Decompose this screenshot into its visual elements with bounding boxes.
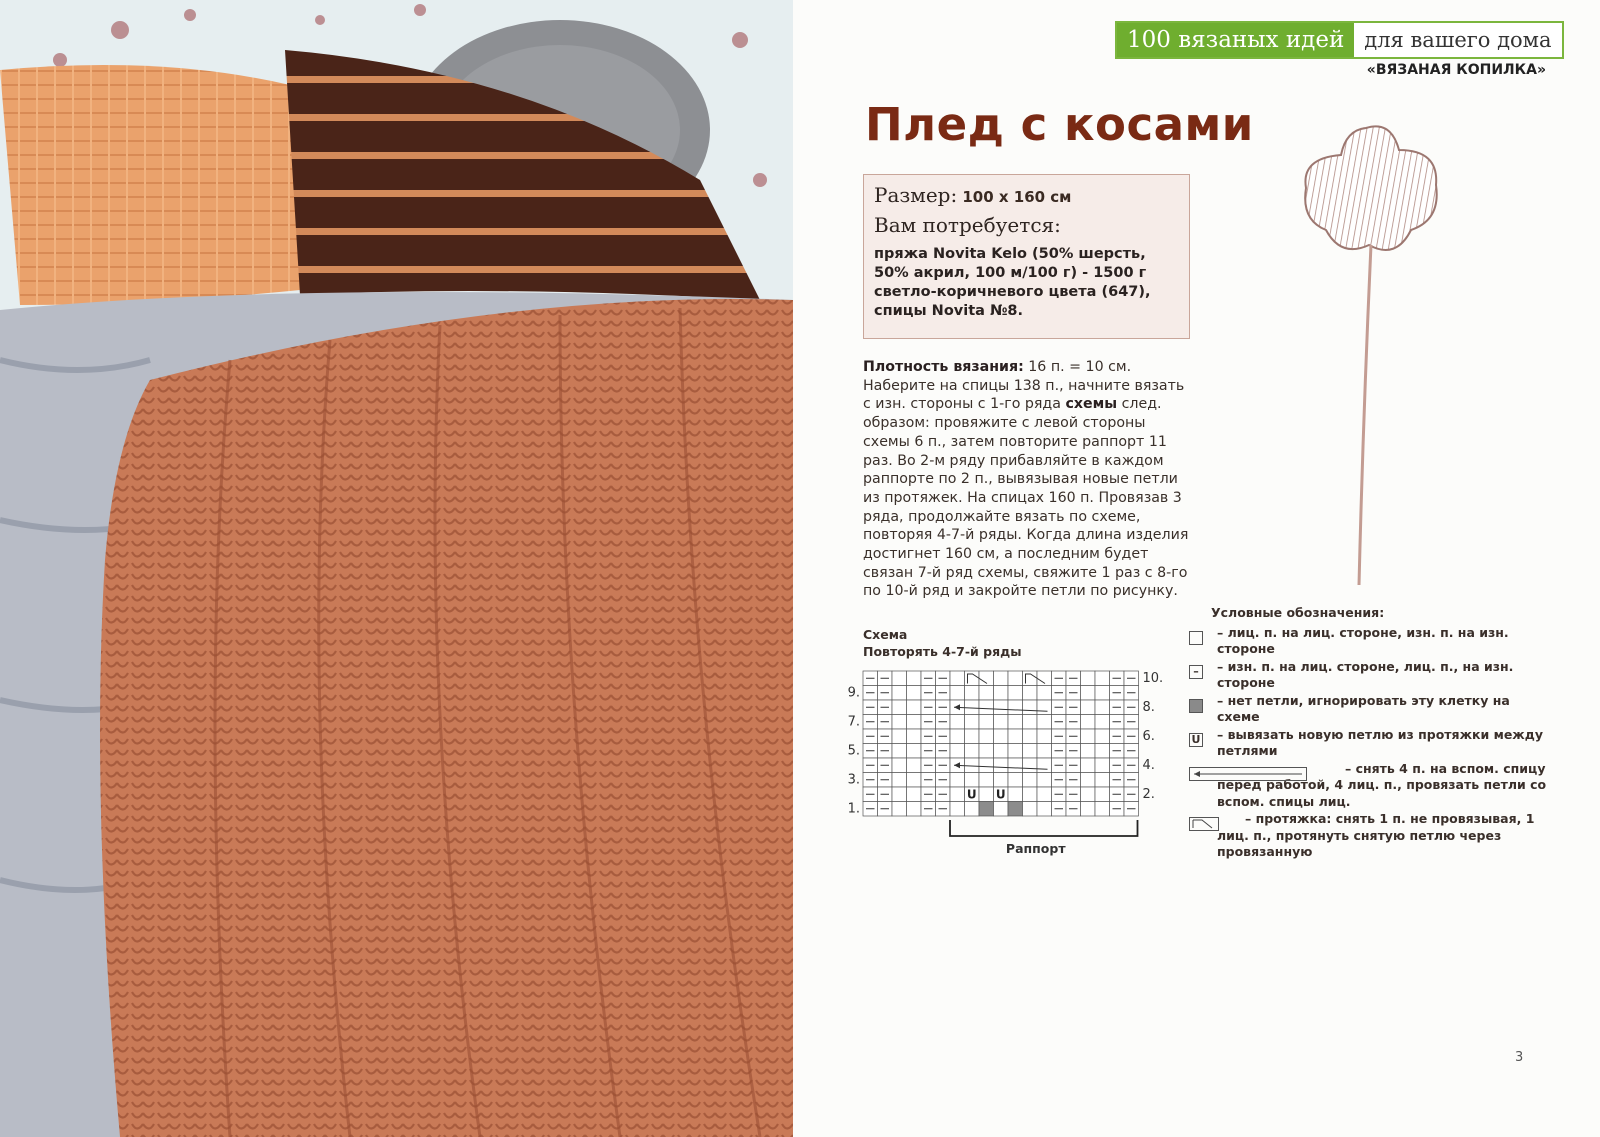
chart-cell <box>1037 700 1052 715</box>
chart-cell <box>1095 802 1110 817</box>
series-title-left: 100 вязаных идей <box>1117 23 1354 57</box>
series-title-right: для вашего дома <box>1354 23 1561 57</box>
chart-cell <box>892 729 907 744</box>
chart-u-mark: U <box>966 787 977 802</box>
legend-item <box>1211 625 1551 658</box>
chart-u-mark: U <box>995 787 1006 802</box>
chart-cell <box>1037 758 1052 773</box>
size-label: Размер: <box>874 183 958 207</box>
legend-title: Условные обозначения: <box>1211 605 1385 620</box>
chart-cell <box>892 686 907 701</box>
chart-cell <box>1081 671 1096 686</box>
density-label: Плотность вязания: <box>863 359 1024 375</box>
chart-cell <box>1081 700 1096 715</box>
chart-cell <box>907 715 922 730</box>
chart-cell <box>1008 700 1023 715</box>
chart-cell <box>1037 787 1052 802</box>
chart-cell <box>965 744 980 759</box>
instructions-part-2: след. образом: провяжите с левой стороны схемы 6 п., затем повторите раппорт 11 раз. Во 2-м ряду прибавляйте в каждом раппорте по 2 п., вывязывая новые петли из протяжек. На спицах 160 п. Провязав 3 ряда, продолжайте вязать по схеме, повторяя 4-7-й ряды. Когда длина изделия достигнет 160 см, а последним будет связан 7-й ряд схемы, свяжите 1 раз с 8-го по 10-й ряд и закройте петли по рисунку. <box>863 396 1189 600</box>
chart-cell <box>950 744 965 759</box>
legend-item-text: – снять 4 п. на вспом. спицу перед работой, 4 лиц. п., провязать петли со вспом. спицы лиц. <box>1217 760 1547 809</box>
chart-cell <box>1023 715 1038 730</box>
chart-cell <box>907 773 922 788</box>
chart-cell <box>1037 744 1052 759</box>
chart-cell <box>1023 700 1038 715</box>
chart-cell <box>994 671 1009 686</box>
chart-cell <box>1081 773 1096 788</box>
chart-cell <box>1008 773 1023 788</box>
chart-cell <box>892 700 907 715</box>
chart-cell <box>979 700 994 715</box>
materials-value: пряжа Novita Kelo (50% шерсть, 50% акрил, 100 м/100 г) - 1500 г светло-коричневого цвета (647), спицы Novita №8. <box>874 246 1151 319</box>
instructions-scheme-word: схемы <box>1065 396 1118 413</box>
chart-cell <box>907 671 922 686</box>
chart-cell <box>994 729 1009 744</box>
chart-cell <box>950 787 965 802</box>
instructions-page <box>793 0 1600 1137</box>
chart-cell <box>994 773 1009 788</box>
chart-cell <box>892 758 907 773</box>
series-subtitle: «ВЯЗАНАЯ КОПИЛКА» <box>1366 62 1546 78</box>
legend-symbol-icon <box>1189 631 1203 645</box>
chart-row-number-right: 4. <box>1142 758 1155 773</box>
chart-row-number-left: 7. <box>847 714 860 730</box>
chart-row-number-left: 1. <box>847 801 860 817</box>
chart-cell <box>1095 715 1110 730</box>
legend-items <box>1191 624 1551 861</box>
legend <box>1191 605 1551 862</box>
chart-cell <box>950 729 965 744</box>
chart-cell <box>907 686 922 701</box>
chart-row-number-left: 3. <box>847 772 860 788</box>
chart-row-number-right: 2. <box>1142 787 1155 802</box>
chart-cell <box>1095 758 1110 773</box>
chart-cell <box>1023 758 1038 773</box>
chart-cell <box>1023 744 1038 759</box>
legend-symbol-icon <box>1189 699 1203 713</box>
chart-row-number-right: 8. <box>1142 700 1155 715</box>
chart-cell <box>1095 729 1110 744</box>
legend-symbol-icon: – <box>1189 665 1203 679</box>
chart-cell <box>1095 773 1110 788</box>
chart-cell <box>1037 773 1052 788</box>
legend-symbol-icon: U <box>1189 733 1203 747</box>
legend-item <box>1193 658 1551 692</box>
chart-cell <box>1095 787 1110 802</box>
chart-cell <box>965 686 980 701</box>
chart-cell <box>1023 773 1038 788</box>
legend-item-text: – нет петли, игнорировать эту клетку на схеме <box>1217 692 1510 724</box>
chart-cell <box>979 729 994 744</box>
materials-label: Вам потребуется: <box>874 213 1061 237</box>
page-title: Плед с косами <box>865 98 1254 151</box>
chart-cell <box>1081 802 1096 817</box>
chart-cell <box>1008 758 1023 773</box>
chart-cell <box>950 802 965 817</box>
chart-cell <box>950 686 965 701</box>
chart-cell <box>1008 802 1023 817</box>
photo-illustration <box>0 0 793 1137</box>
chart-cell <box>994 744 1009 759</box>
chart-cell <box>1081 744 1096 759</box>
chart-cell <box>892 744 907 759</box>
chart-cell <box>965 715 980 730</box>
chart-cell <box>907 787 922 802</box>
chart-cell <box>979 744 994 759</box>
chart-cell <box>1023 686 1038 701</box>
chart-cell <box>1008 715 1023 730</box>
chart-cell <box>1081 715 1096 730</box>
instructions-part-1: Наберите на спицы 138 п., начните вязать с изн. стороны с 1-го ряда <box>863 377 1185 413</box>
chart-cell <box>1037 729 1052 744</box>
scheme-title: Схема <box>863 627 908 642</box>
chart-cell <box>979 715 994 730</box>
chart-cell <box>950 715 965 730</box>
chart-cell <box>950 773 965 788</box>
chart-cell <box>907 729 922 744</box>
legend-item <box>1211 693 1551 726</box>
chart-cell <box>979 773 994 788</box>
legend-item <box>1211 761 1551 811</box>
chart-cell <box>1081 729 1096 744</box>
chart-cell <box>1095 671 1110 686</box>
chart-cell <box>1037 715 1052 730</box>
chart-row-number-right: 10. <box>1142 671 1164 686</box>
legend-item <box>1191 726 1551 760</box>
chart-cell <box>892 802 907 817</box>
chart-cell <box>892 787 907 802</box>
chart-cell <box>979 686 994 701</box>
chart-cell <box>979 802 994 817</box>
chart-cell <box>1023 729 1038 744</box>
legend-symbol-icon <box>1189 817 1219 831</box>
chart-cell <box>965 700 980 715</box>
chart-cell <box>1008 671 1023 686</box>
scheme-caption <box>863 626 1022 660</box>
size-value: 100 х 160 см <box>962 188 1072 206</box>
chart-cell <box>1008 729 1023 744</box>
chart-cell <box>965 802 980 817</box>
chart-cell <box>994 715 1009 730</box>
chart-cell <box>1081 686 1096 701</box>
page-number: 3 <box>1515 1050 1524 1065</box>
chart-cell <box>907 700 922 715</box>
chart-cell <box>1095 700 1110 715</box>
chart-row-number-left: 9. <box>847 685 860 701</box>
chart-cell <box>1023 671 1038 686</box>
legend-item-text: – вывязать новую петлю из протяжки между петлями <box>1217 726 1543 758</box>
chart-cell <box>892 671 907 686</box>
chart-cell <box>965 758 980 773</box>
chart-cell <box>994 758 1009 773</box>
blanket-photo <box>0 0 793 1137</box>
legend-item-text: – лиц. п. на лиц. стороне, изн. п. на изн. стороне <box>1217 624 1509 656</box>
scheme-subtitle: Повторять 4-7-й ряды <box>863 644 1022 659</box>
chart-cell <box>965 671 980 686</box>
chart-cell <box>1095 686 1110 701</box>
legend-item-text: – протяжка: снять 1 п. не провязывая, 1 лиц. п., протянуть снятую петлю через провязанную <box>1217 811 1535 859</box>
chart-cell <box>907 802 922 817</box>
density-value: 16 п. = 10 см. <box>1028 359 1132 375</box>
chart-cell <box>1008 686 1023 701</box>
chart-cell <box>994 686 1009 701</box>
chart-cell <box>1023 787 1038 802</box>
chart-cell <box>1095 744 1110 759</box>
chart-cell <box>907 758 922 773</box>
materials-box <box>863 174 1190 339</box>
legend-item <box>1211 811 1551 861</box>
chart-cell <box>979 758 994 773</box>
chart-cell <box>1081 787 1096 802</box>
chart-row-number-right: 6. <box>1142 729 1155 744</box>
legend-symbol-icon <box>1189 767 1307 781</box>
chart-rapport-label: Раппорт <box>1005 841 1066 856</box>
knitting-chart <box>843 665 1193 865</box>
series-banner <box>1115 21 1564 59</box>
chart-cell <box>965 729 980 744</box>
chart-cell <box>994 802 1009 817</box>
chart-cell <box>979 787 994 802</box>
chart-cell <box>1037 686 1052 701</box>
chart-cell <box>1081 758 1096 773</box>
chart-cell <box>1008 787 1023 802</box>
chart-cell <box>892 715 907 730</box>
chart-cell <box>950 671 965 686</box>
chart-cell <box>1008 744 1023 759</box>
chart-cell <box>994 700 1009 715</box>
chart-cell <box>907 744 922 759</box>
chart-cell <box>1023 802 1038 817</box>
chart-cell <box>892 773 907 788</box>
chart-row-number-left: 5. <box>847 743 860 759</box>
chart-rapport-bracket <box>950 820 1138 836</box>
flower-illustration <box>1301 120 1451 590</box>
instructions-text <box>863 358 1195 601</box>
chart-cell <box>965 773 980 788</box>
chart-cell <box>1037 802 1052 817</box>
legend-item-text: – изн. п. на лиц. стороне, лиц. п., на изн. стороне <box>1217 658 1514 690</box>
